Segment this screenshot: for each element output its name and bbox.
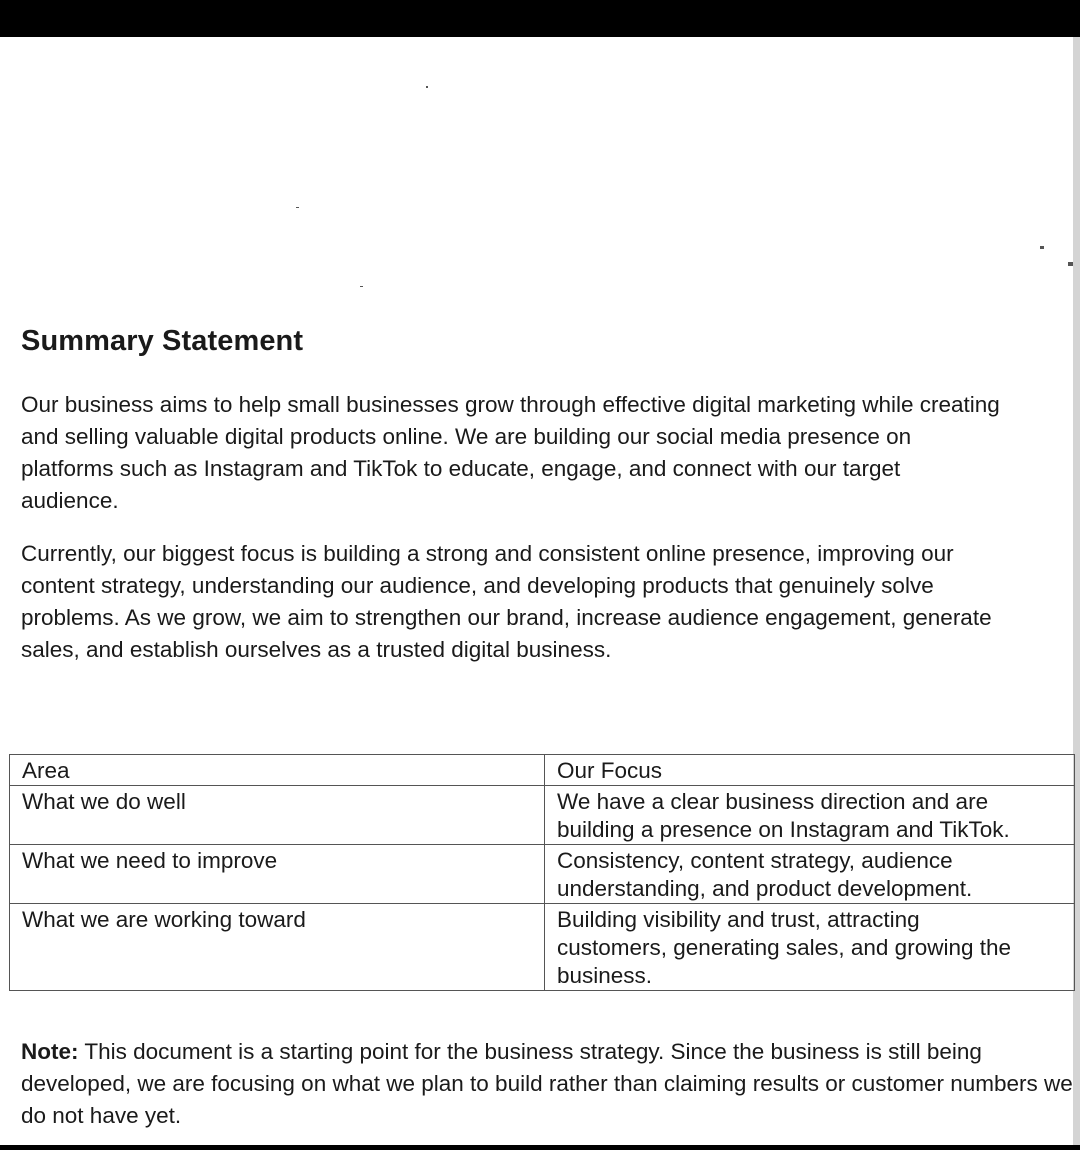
text-line: Our business aims to help small businesses grow through effective digital marketing while creating <box>21 392 1000 417</box>
table-header-focus: Our Focus <box>545 755 1075 786</box>
text-line: audience. <box>21 488 119 513</box>
cell-line: customers, generating sales, and growing the <box>557 935 1012 960</box>
scan-speck <box>1068 262 1073 266</box>
table-cell-focus <box>545 786 1075 845</box>
table-cell-area: What we need to improve <box>10 845 545 904</box>
bottom-black-bar <box>0 1145 1080 1150</box>
table-header-row <box>10 755 1075 786</box>
scan-speck <box>426 86 428 88</box>
text-line: content strategy, understanding our audience, and developing products that genuinely solve <box>21 573 934 598</box>
table-cell-area: What we are working toward <box>10 904 545 991</box>
cell-line: business. <box>557 963 653 988</box>
table-row <box>10 786 1075 845</box>
text-line: sales, and establish ourselves as a trusted digital business. <box>21 637 612 662</box>
scan-speck <box>296 207 299 208</box>
summary-paragraph-1 <box>21 389 1080 517</box>
text-line: and selling valuable digital products online. We are building our social media presence on <box>21 424 912 449</box>
note-text: This document is a starting point for the business strategy. Since the business is still being developed, we are focusing on what we plan to build rather than claiming results or customer numbers we do not have yet. <box>21 1039 1073 1128</box>
note-label: Note: <box>21 1039 79 1064</box>
page-title: Summary Statement <box>21 325 304 357</box>
scan-speck <box>1040 246 1044 249</box>
table-cell-area: What we do well <box>10 786 545 845</box>
cell-line: Building visibility and trust, attracting <box>557 907 920 932</box>
table-row <box>10 904 1075 991</box>
table-row <box>10 845 1075 904</box>
text-line: Currently, our biggest focus is building a strong and consistent online presence, improving our <box>21 541 954 566</box>
note-paragraph <box>21 1036 1080 1132</box>
cell-line: building a presence on Instagram and TikTok. <box>557 817 1010 842</box>
table-cell-focus <box>545 845 1075 904</box>
text-line: problems. As we grow, we aim to strengthen our brand, increase audience engagement, generate <box>21 605 992 630</box>
focus-table <box>9 754 1075 991</box>
summary-paragraph-2 <box>21 538 1080 666</box>
text-line: platforms such as Instagram and TikTok to educate, engage, and connect with our target <box>21 456 901 481</box>
cell-line: understanding, and product development. <box>557 876 973 901</box>
table-header-area: Area <box>10 755 545 786</box>
scan-speck <box>360 286 363 287</box>
cell-line: Consistency, content strategy, audience <box>557 848 953 873</box>
top-black-bar <box>0 0 1080 37</box>
table-cell-focus <box>545 904 1075 991</box>
cell-line: We have a clear business direction and are <box>557 789 989 814</box>
